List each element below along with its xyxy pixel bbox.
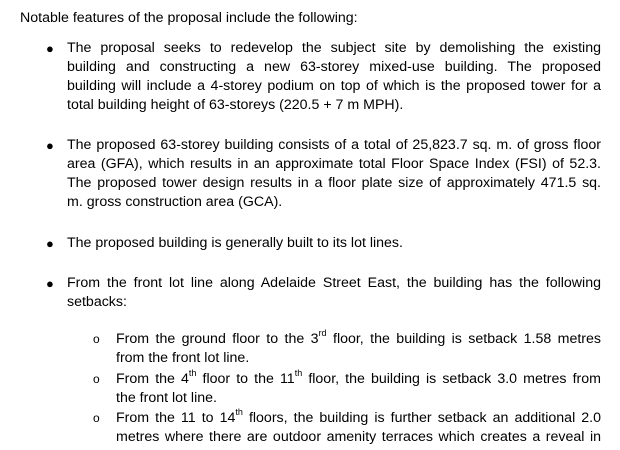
text-line: From the front lot line along Adelaide Street East, the building has the following [67, 275, 601, 291]
sub-bullet-item-ground-to-3rd [116, 330, 601, 368]
text-line: metres where there are outdoor amenity terraces which creates a reveal in [116, 429, 601, 445]
text-line: setbacks: [67, 294, 127, 310]
text-line: building and constructing a new 63-storey mixed-use building. The proposed [67, 59, 601, 75]
text-line: The proposal seeks to redevelop the subject site by demolishing the existing [67, 40, 601, 56]
sub-bullet-item-4th-to-11th [116, 370, 601, 408]
text-line: m. gross construction area (GCA). [67, 194, 283, 210]
bullet-marker: ● [46, 138, 54, 153]
sub-bullet-marker: o [93, 372, 100, 386]
text-line: area (GFA), which results in an approximate total Floor Space Index (FSI) of 52.3. [67, 156, 601, 172]
bullet-item-redevelopment [67, 39, 601, 115]
text-line: From the ground floor to the 3rd floor, the building is setback 1.58 metres [116, 328, 602, 347]
text-line: the front lot line. [116, 390, 217, 406]
bullet-item-setbacks [67, 274, 601, 312]
bullet-item-lot-lines [67, 234, 601, 253]
text-line: from the front lot line. [116, 350, 250, 366]
bullet-marker: ● [46, 236, 54, 251]
bullet-marker: ● [46, 41, 54, 56]
sub-bullet-marker: o [93, 411, 100, 425]
text-line: From the 11 to 14th floors, the building is further setback an additional 2.0 [116, 407, 601, 426]
bullet-item-gross-floor-area [67, 136, 601, 212]
bullet-marker: ● [46, 276, 54, 291]
text-line: building will include a 4-storey podium on top of which is the proposed tower for a [67, 78, 601, 94]
text-line: The proposed 63-storey building consists of a total of 25,823.7 sq. m. of gross floor [67, 137, 601, 153]
text-line: The proposed tower design results in a floor plate size of approximately 471.5 sq. [67, 175, 601, 191]
text-line: total building height of 63-storeys (220.5 + 7 m MPH). [67, 97, 404, 113]
sub-bullet-marker: o [93, 332, 100, 346]
sub-bullet-item-11-to-14th [116, 409, 601, 447]
text-line: The proposed building is generally built to its lot lines. [67, 235, 403, 251]
text-line: From the 4th floor to the 11th floor, the building is setback 3.0 metres from [116, 368, 601, 387]
intro-paragraph: Notable features of the proposal include the following: [20, 10, 358, 26]
